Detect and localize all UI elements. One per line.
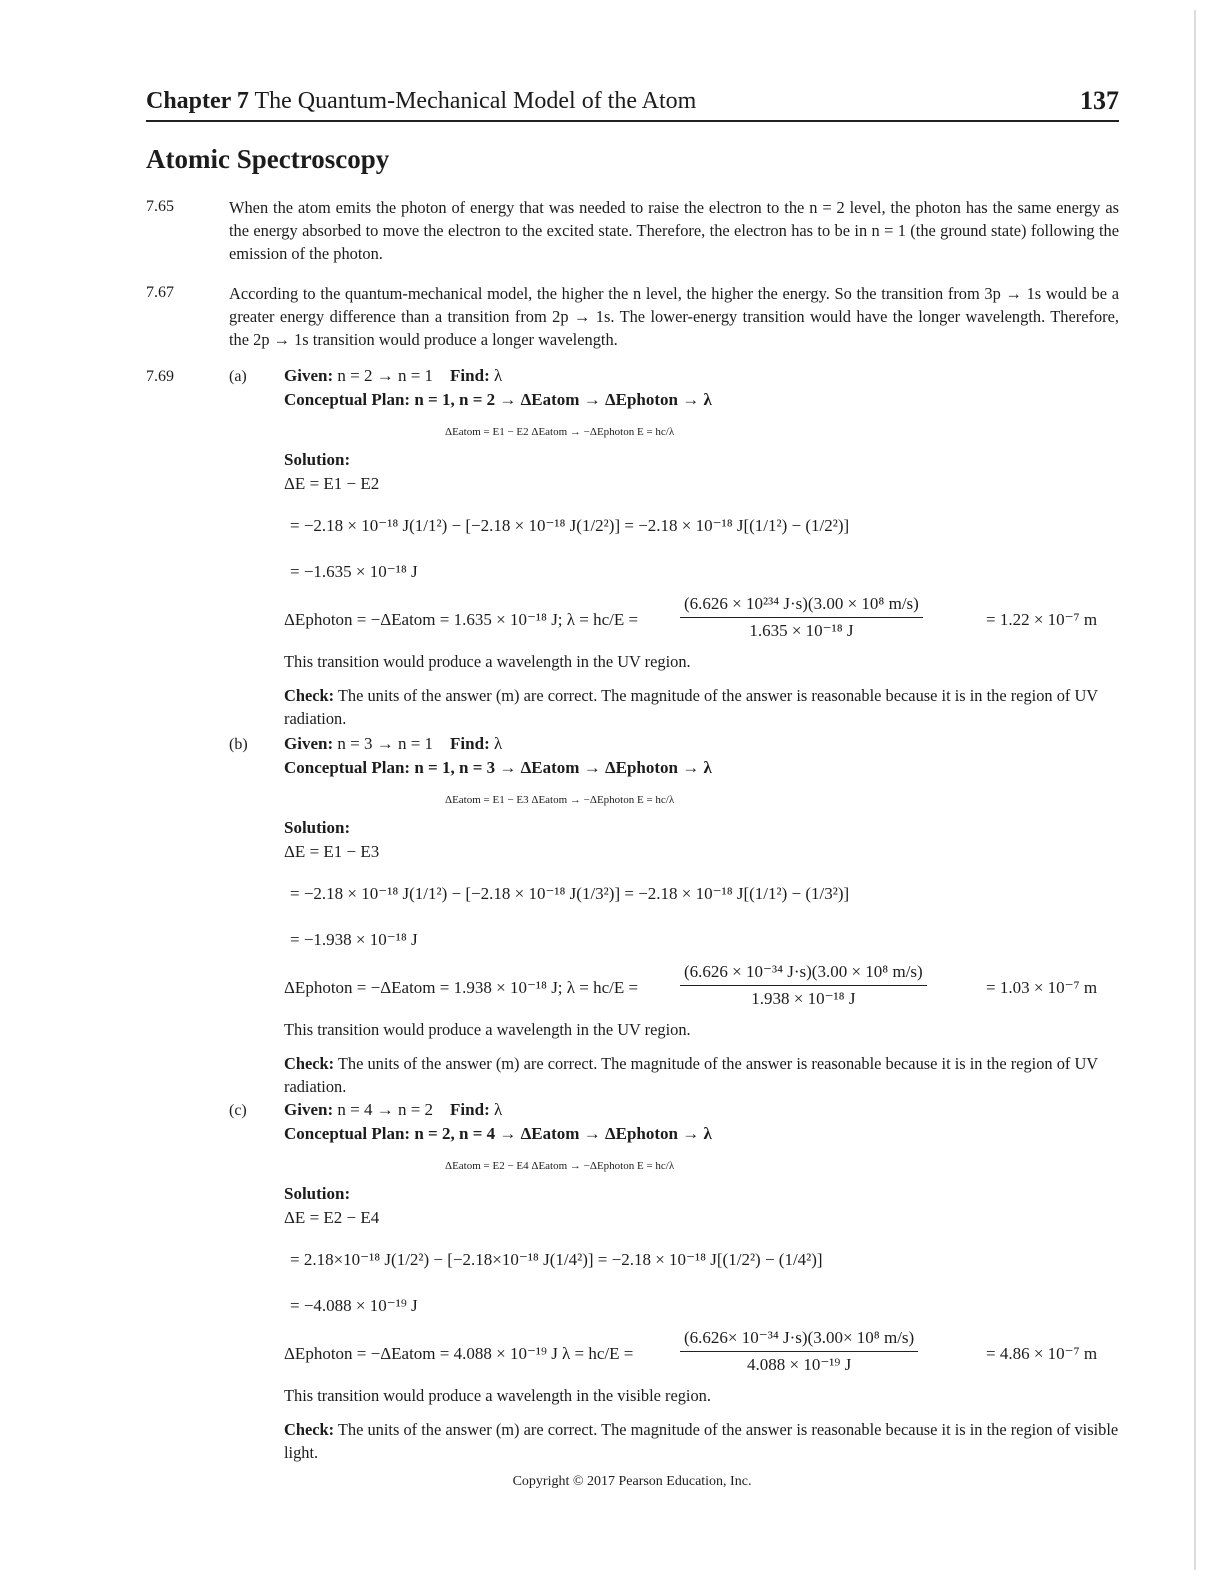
page-number: 137 [1080,86,1119,115]
chapter-label: Chapter 7 [146,88,249,114]
part-label: (a) [229,368,247,385]
find-label: Find: [450,366,490,385]
photon-equation: ΔEphoton = −ΔEatom = 4.088 × 10⁻¹⁹ J λ = hc/E = [284,1344,634,1363]
find-value: λ [493,734,503,753]
region-statement: This transition would produce a wavelength in the UV region. [284,1020,691,1039]
find-value: λ [493,366,503,385]
energy-result: = −1.635 × 10⁻¹⁸ J [290,562,418,581]
fraction-numerator: (6.626 × 10²³⁴ J·s)(3.00 × 10⁸ m/s) [680,594,923,618]
problem-text: When the atom emits the photon of energy that was needed to raise the electron to the n = 2 level, the photon has the same energy as the energy absorbed to move the electron to the excited state. Therefore, the electron has to be in n = 1 (the ground state) following the emission of the photon. [229,198,1119,263]
given-label: Given: [284,734,334,753]
problem-number: 7.65 [146,198,174,215]
plan-line [284,758,712,778]
given-line [284,1100,502,1120]
find-value: λ [493,1100,503,1119]
plan-value: n = 1, n = 2 → ΔEatom → ΔEphoton → λ [414,390,712,409]
energy-calculation: = −2.18 × 10⁻¹⁸ J(1/1²) − [−2.18 × 10⁻¹⁸ J(1/3²)] = −2.18 × 10⁻¹⁸ J[(1/1²) − (1/3²)] [290,884,850,903]
photon-equation: ΔEphoton = −ΔEatom = 1.635 × 10⁻¹⁸ J; λ = hc/E = [284,610,639,629]
problem-number: 7.67 [146,284,174,301]
given-label: Given: [284,1100,334,1119]
copyright-footer: Copyright © 2017 Pearson Education, Inc. [512,1474,752,1489]
fraction-denominator: 1.635 × 10⁻¹⁸ J [749,621,854,640]
fraction-denominator: 1.938 × 10⁻¹⁸ J [751,989,856,1008]
plan-label: Conceptual Plan: [284,390,411,409]
solution-label: Solution: [284,1184,351,1203]
check-statement [284,684,1119,730]
plan-equations: ΔEatom = E2 − E4 ΔEatom → −ΔEphoton E = hc/λ [445,1160,675,1172]
region-statement: This transition would produce a wavelength in the UV region. [284,652,691,671]
problem-text: According to the quantum-mechanical model, the higher the n level, the higher the energy. So the transition from 3p → 1s would be a greater energy difference than a transition from 2p → 1s. The lower-energy transition would have the longer wavelength. Therefore, the 2p → 1s transition would produce a longer wavelength. [229,284,1119,349]
plan-label: Conceptual Plan: [284,758,411,777]
delta-e-equation: ΔE = E1 − E3 [284,842,380,861]
section-title: Atomic Spectroscopy [146,144,390,174]
wavelength-fraction [680,1328,918,1375]
page-edge-shadow [1194,10,1196,1570]
energy-result: = −4.088 × 10⁻¹⁹ J [290,1296,418,1315]
chapter-title: The Quantum-Mechanical Model of the Atom [254,88,697,114]
given-line [284,734,502,754]
check-label: Check: [284,686,335,705]
plan-value: n = 1, n = 3 → ΔEatom → ΔEphoton → λ [414,758,712,777]
energy-result: = −1.938 × 10⁻¹⁸ J [290,930,418,949]
part-label: (c) [229,1102,247,1119]
wavelength-fraction [680,594,923,641]
wavelength-fraction [680,962,927,1009]
delta-e-equation: ΔE = E2 − E4 [284,1208,380,1227]
check-text: The units of the answer (m) are correct. The magnitude of the answer is reasonable because it is in the region of visible light. [284,1420,1119,1462]
chapter-heading [146,88,696,115]
find-label: Find: [450,734,490,753]
given-line [284,366,502,386]
wavelength-answer: = 4.86 × 10⁻⁷ m [986,1344,1098,1363]
check-text: The units of the answer (m) are correct. The magnitude of the answer is reasonable because it is in the region of UV radiation. [284,686,1098,728]
plan-equations: ΔEatom = E1 − E3 ΔEatom → −ΔEphoton E = hc/λ [445,794,675,806]
part-label: (b) [229,736,248,753]
plan-line [284,390,712,410]
plan-value: n = 2, n = 4 → ΔEatom → ΔEphoton → λ [414,1124,712,1143]
fraction-numerator: (6.626 × 10⁻³⁴ J·s)(3.00 × 10⁸ m/s) [680,962,927,986]
delta-e-equation: ΔE = E1 − E2 [284,474,380,493]
region-statement: This transition would produce a wavelength in the visible region. [284,1386,711,1405]
energy-calculation: = 2.18×10⁻¹⁸ J(1/2²) − [−2.18×10⁻¹⁸ J(1/4²)] = −2.18 × 10⁻¹⁸ J[(1/2²) − (1/4²)] [290,1250,823,1269]
photon-equation: ΔEphoton = −ΔEatom = 1.938 × 10⁻¹⁸ J; λ = hc/E = [284,978,639,997]
plan-line [284,1124,712,1144]
check-statement [284,1418,1119,1464]
given-value: n = 4 → n = 2 [337,1100,434,1119]
check-label: Check: [284,1420,335,1439]
given-value: n = 2 → n = 1 [337,366,434,385]
energy-calculation: = −2.18 × 10⁻¹⁸ J(1/1²) − [−2.18 × 10⁻¹⁸ J(1/2²)] = −2.18 × 10⁻¹⁸ J[(1/1²) − (1/2²)] [290,516,850,535]
solution-label: Solution: [284,818,351,837]
page-header [146,86,1119,122]
wavelength-answer: = 1.22 × 10⁻⁷ m [986,610,1098,629]
fraction-numerator: (6.626× 10⁻³⁴ J·s)(3.00× 10⁸ m/s) [680,1328,918,1352]
solution-label: Solution: [284,450,351,469]
find-label: Find: [450,1100,490,1119]
wavelength-answer: = 1.03 × 10⁻⁷ m [986,978,1098,997]
plan-equations: ΔEatom = E1 − E2 ΔEatom → −ΔEphoton E = hc/λ [445,426,675,438]
problem-number: 7.69 [146,368,174,385]
check-label: Check: [284,1054,335,1073]
check-text: The units of the answer (m) are correct. The magnitude of the answer is reasonable because it is in the region of UV radiation. [284,1054,1098,1096]
given-label: Given: [284,366,334,385]
given-value: n = 3 → n = 1 [337,734,434,753]
check-statement [284,1052,1119,1098]
fraction-denominator: 4.088 × 10⁻¹⁹ J [747,1355,852,1374]
plan-label: Conceptual Plan: [284,1124,411,1143]
